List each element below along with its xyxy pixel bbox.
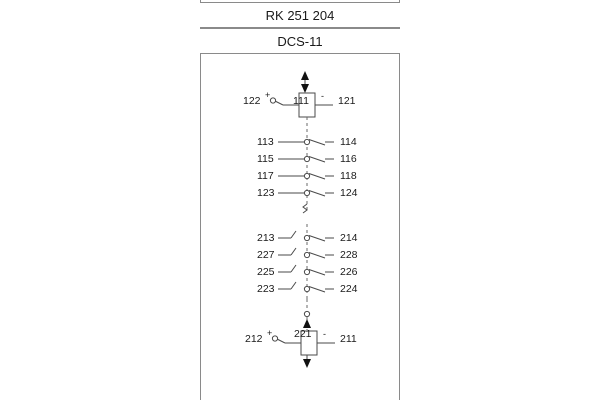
contact-right-118: 118 <box>340 170 357 182</box>
title-block-device-type: DCS-11 <box>200 28 400 54</box>
contact-right-114: 114 <box>340 136 357 148</box>
contact-left-117: 117 <box>257 170 274 182</box>
contact-right-224: 224 <box>340 283 358 295</box>
contact-left-123: 123 <box>257 187 275 199</box>
contact-right-116: 116 <box>340 153 357 165</box>
polarity-plus-top: + <box>265 90 271 100</box>
contact-left-213: 213 <box>257 232 275 244</box>
title-block-drawing-number: RK 251 204 <box>200 2 400 28</box>
polarity-minus-bottom: - <box>323 329 326 339</box>
contact-right-226: 226 <box>340 266 358 278</box>
polarity-plus-bottom: + <box>267 328 273 338</box>
contact-right-214: 214 <box>340 232 358 244</box>
contact-right-124: 124 <box>340 187 358 199</box>
terminal-label-121: 121 <box>338 95 356 107</box>
coil-label-221: 221 <box>294 328 312 340</box>
polarity-minus-top: - <box>321 91 324 101</box>
contact-left-113: 113 <box>257 136 274 148</box>
coil-label-111: 111 <box>293 95 309 107</box>
terminal-label-122: 122 <box>243 95 261 107</box>
terminal-label-211: 211 <box>340 333 357 345</box>
contact-left-223: 223 <box>257 283 275 295</box>
contact-right-228: 228 <box>340 249 358 261</box>
terminal-label-212: 212 <box>245 333 263 345</box>
contact-left-225: 225 <box>257 266 275 278</box>
contact-left-115: 115 <box>257 153 274 165</box>
contact-left-227: 227 <box>257 249 275 261</box>
